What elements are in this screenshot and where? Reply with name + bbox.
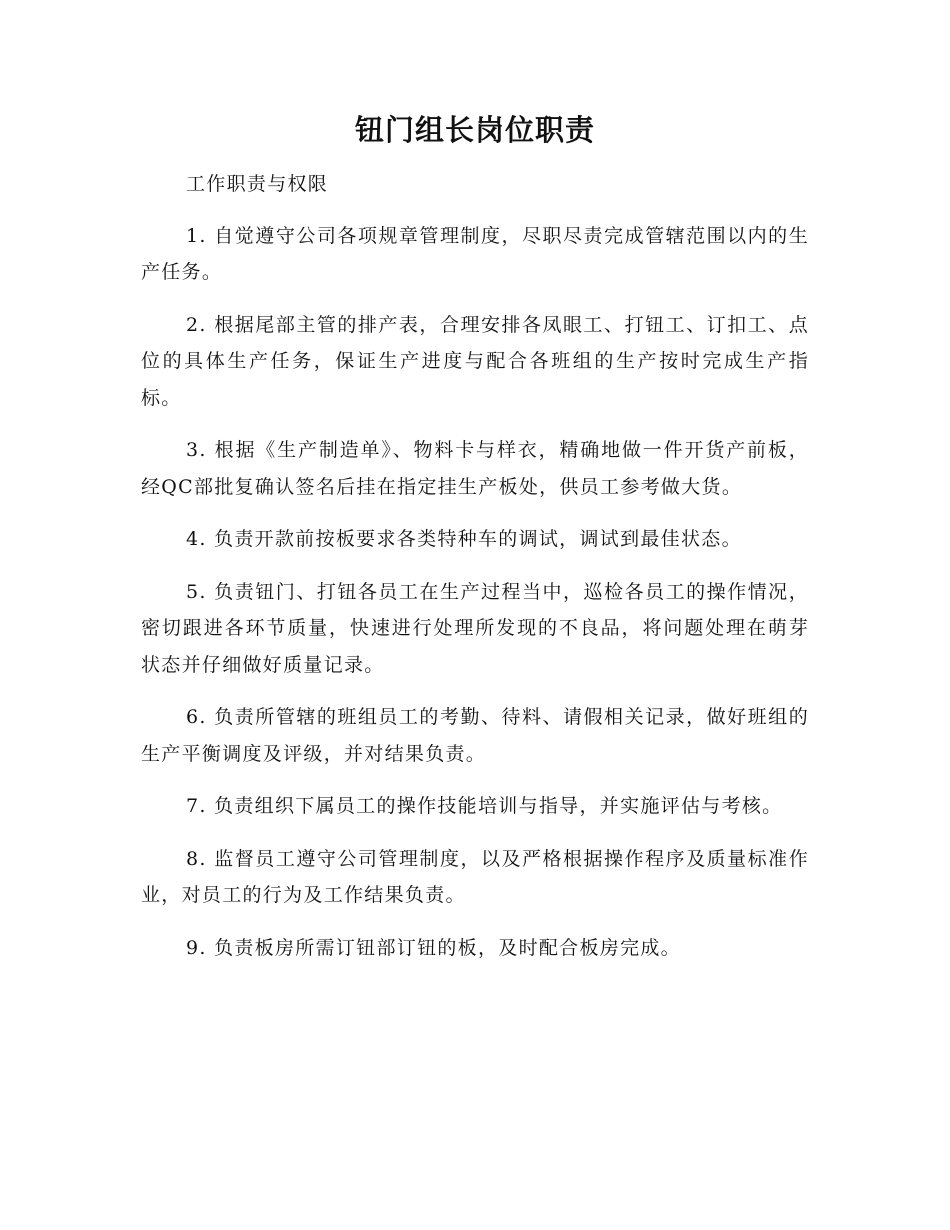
document-body <box>141 166 809 982</box>
duty-item-5: 5. 负责钮门、打钮各员工在生产过程当中，巡检各员工的操作情况，密切跟进各环节质量，快速进行处理所发现的不良品，将问题处理在萌芽状态并仔细做好质量记录。 <box>141 580 809 676</box>
duty-item-6: 6. 负责所管辖的班组员工的考勤、待料、请假相关记录，做好班组的生产平衡调度及评级，并对结果负责。 <box>141 706 809 765</box>
duty-item-1: 1. 自觉遵守公司各项规章管理制度，尽职尽责完成管辖范围以内的生产任务。 <box>141 224 809 283</box>
duty-item-9: 9. 负责板房所需订钮部订钮的板，及时配合板房完成。 <box>186 936 681 959</box>
duty-item-2: 2. 根据尾部主管的排产表，合理安排各凤眼工、打钮工、订扣工、点位的具体生产任务，保证生产进度与配合各班组的生产按时完成生产指标。 <box>141 313 809 409</box>
duty-item-8: 8. 监督员工遵守公司管理制度，以及严格根据操作程序及质量标准作业，对员工的行为及工作结果负责。 <box>141 847 809 906</box>
duty-item-7: 7. 负责组织下属员工的操作技能培训与指导，并实施评估与考核。 <box>186 795 783 817</box>
section-heading: 工作职责与权限 <box>186 173 329 195</box>
duty-item-4: 4. 负责开款前按板要求各类特种车的调试，调试到最佳状态。 <box>186 528 742 550</box>
page-title: 钮门组长岗位职责 <box>354 113 595 147</box>
duty-item-3: 3. 根据《生产制造单》、物料卡与样衣，精确地做一件开货产前板，经QC部批复确认签名后挂在指定挂生产板处，供员工参考做大货。 <box>141 439 809 498</box>
